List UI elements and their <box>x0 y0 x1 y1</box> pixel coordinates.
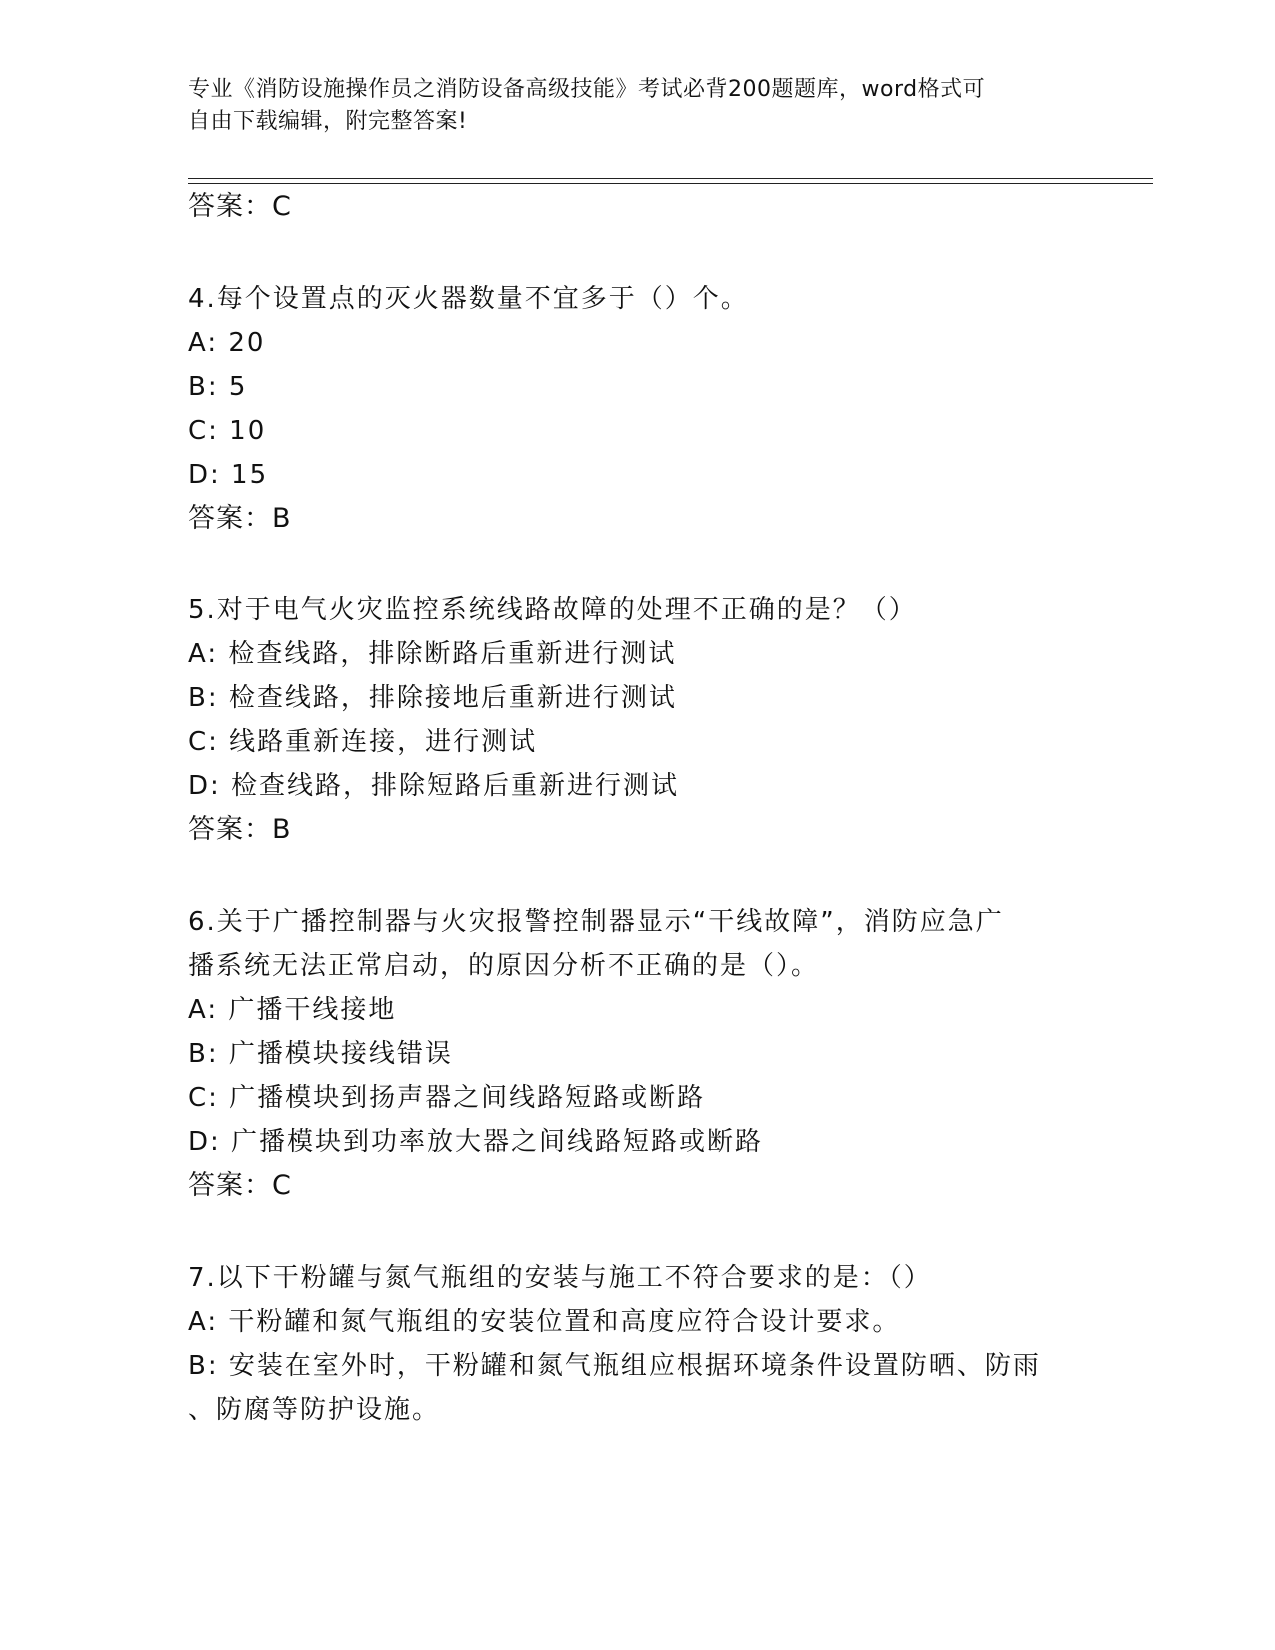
question-6-stem-line-2: 播系统无法正常启动，的原因分析不正确的是（）。 <box>188 951 820 981</box>
question-6-option-a: A: 广播干线接地 <box>188 995 397 1025</box>
question-6-option-b: B: 广播模块接线错误 <box>188 1039 453 1069</box>
previous-answer: 答案：C <box>188 191 292 222</box>
question-5-option-a: A: 检查线路，排除断路后重新进行测试 <box>188 639 677 669</box>
document-header <box>188 74 1088 138</box>
question-6-stem-line-1: 6.关于广播控制器与火灾报警控制器显示“干线故障”，消防应急广 <box>188 907 1004 937</box>
question-5-option-d: D: 检查线路，排除短路后重新进行测试 <box>188 771 680 801</box>
question-5-option-b: B: 检查线路，排除接地后重新进行测试 <box>188 683 677 713</box>
question-7-stem: 7.以下干粉罐与氮气瓶组的安装与施工不符合要求的是：（） <box>188 1263 932 1293</box>
question-7-option-a: A: 干粉罐和氮气瓶组的安装位置和高度应符合设计要求。 <box>188 1307 901 1337</box>
question-4-answer: 答案：B <box>188 503 292 534</box>
header-divider-top <box>188 178 1153 179</box>
header-divider-bottom <box>188 183 1153 184</box>
question-6-option-d: D: 广播模块到功率放大器之间线路短路或断路 <box>188 1127 764 1157</box>
question-7-option-b-line-1: B: 安装在室外时，干粉罐和氮气瓶组应根据环境条件设置防晒、防雨 <box>188 1351 1041 1381</box>
question-4-option-c: C: 10 <box>188 416 267 446</box>
question-4-stem: 4.每个设置点的灭火器数量不宜多于（）个。 <box>188 284 749 314</box>
question-7-option-b-line-2: 、防腐等防护设施。 <box>188 1395 441 1425</box>
question-6-answer: 答案：C <box>188 1170 292 1201</box>
question-5-stem: 5.对于电气火灾监控系统线路故障的处理不正确的是？（） <box>188 595 917 625</box>
question-5-answer: 答案：B <box>188 814 292 845</box>
question-4-option-a: A: 20 <box>188 328 266 358</box>
question-4-option-b: B: 5 <box>188 372 248 402</box>
header-line-1: 专业《消防设施操作员之消防设备高级技能》考试必背200题题库，word格式可 <box>188 77 986 102</box>
header-line-2: 自由下载编辑，附完整答案! <box>188 109 468 134</box>
question-4-option-d: D: 15 <box>188 460 269 490</box>
question-5-option-c: C: 线路重新连接，进行测试 <box>188 727 538 757</box>
question-6-option-c: C: 广播模块到扬声器之间线路短路或断路 <box>188 1083 706 1113</box>
